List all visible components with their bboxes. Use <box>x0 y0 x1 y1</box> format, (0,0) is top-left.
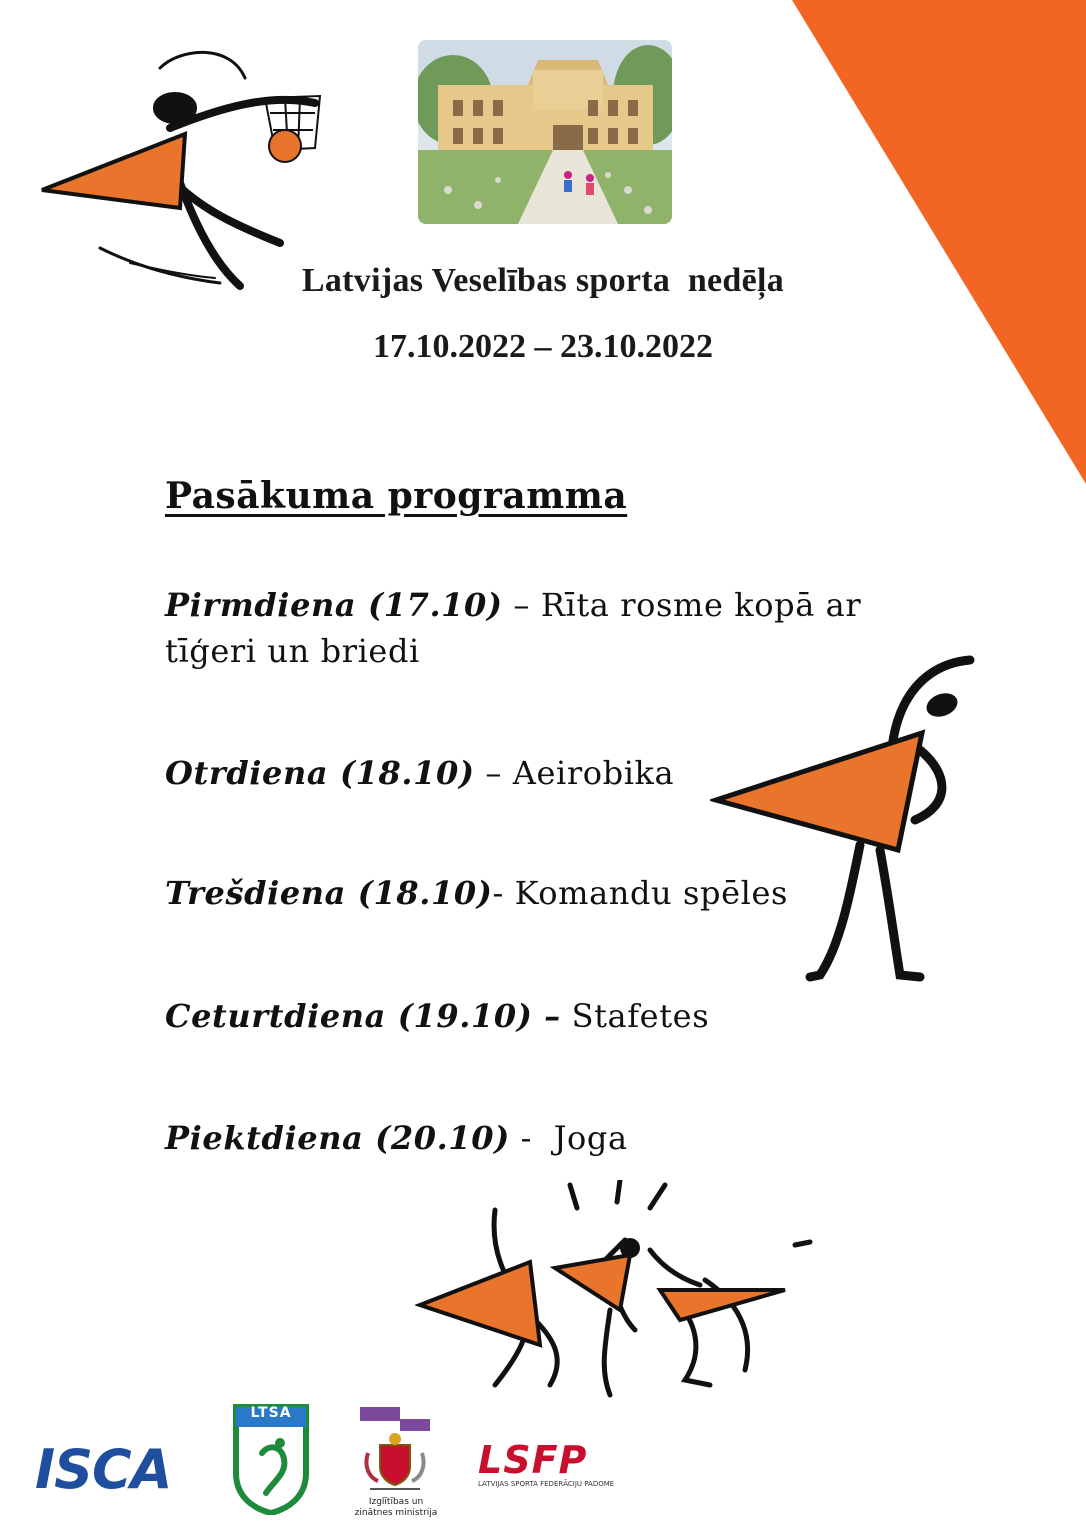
program-item <box>165 870 788 916</box>
stretching-figure-icon <box>710 645 990 990</box>
program-separator: - <box>509 1119 554 1157</box>
lsfp-logo <box>478 1440 628 1500</box>
program-activity: Komandu spēles <box>514 874 789 912</box>
school-painting-image <box>418 40 672 224</box>
event-title: Latvijas Veselības sporta nedēļa <box>301 262 785 299</box>
program-activity: Joga <box>553 1119 628 1157</box>
program-activity: Rīta rosme kopā ar tīģeri un briedi <box>165 586 862 670</box>
program-separator <box>561 997 572 1035</box>
ltsa-logo-text: LTSA <box>250 1405 292 1421</box>
program-item <box>165 1115 628 1161</box>
lsfp-logo-subtext: LATVIJAS SPORTA FEDERĀCIJU PADOME <box>478 1480 615 1488</box>
jumping-figures-icon <box>415 1180 820 1400</box>
program-day: Trešdiena (18.10) <box>165 874 493 912</box>
ministry-coat-of-arms-icon <box>358 1405 432 1500</box>
program-separator: - <box>492 874 515 912</box>
program-day: Otrdiena (18.10) <box>165 754 475 792</box>
lsfp-logo-text: LSFP <box>478 1438 588 1482</box>
program-separator: – <box>474 754 513 792</box>
ministry-logo-text: Izglītības un zinātnes ministrija <box>354 1497 438 1518</box>
event-dates: 17.10.2022 – 23.10.2022 <box>373 328 713 365</box>
program-item <box>165 750 674 796</box>
program-item <box>165 993 709 1039</box>
program-day: Pirmdiena (17.10) <box>165 586 503 624</box>
program-separator: – <box>502 586 541 624</box>
program-activity: Aeirobika <box>512 754 675 792</box>
program-day: Ceturtdiena (19.10) – <box>165 997 561 1035</box>
program-activity: Stafetes <box>571 997 710 1035</box>
basketball-player-figure-icon <box>30 38 330 298</box>
isca-logo <box>35 1440 200 1500</box>
program-day: Piektdiena (20.10) <box>165 1119 510 1157</box>
isca-logo-text: ISCA <box>35 1438 172 1501</box>
program-heading: Pasākuma programma <box>165 475 628 517</box>
